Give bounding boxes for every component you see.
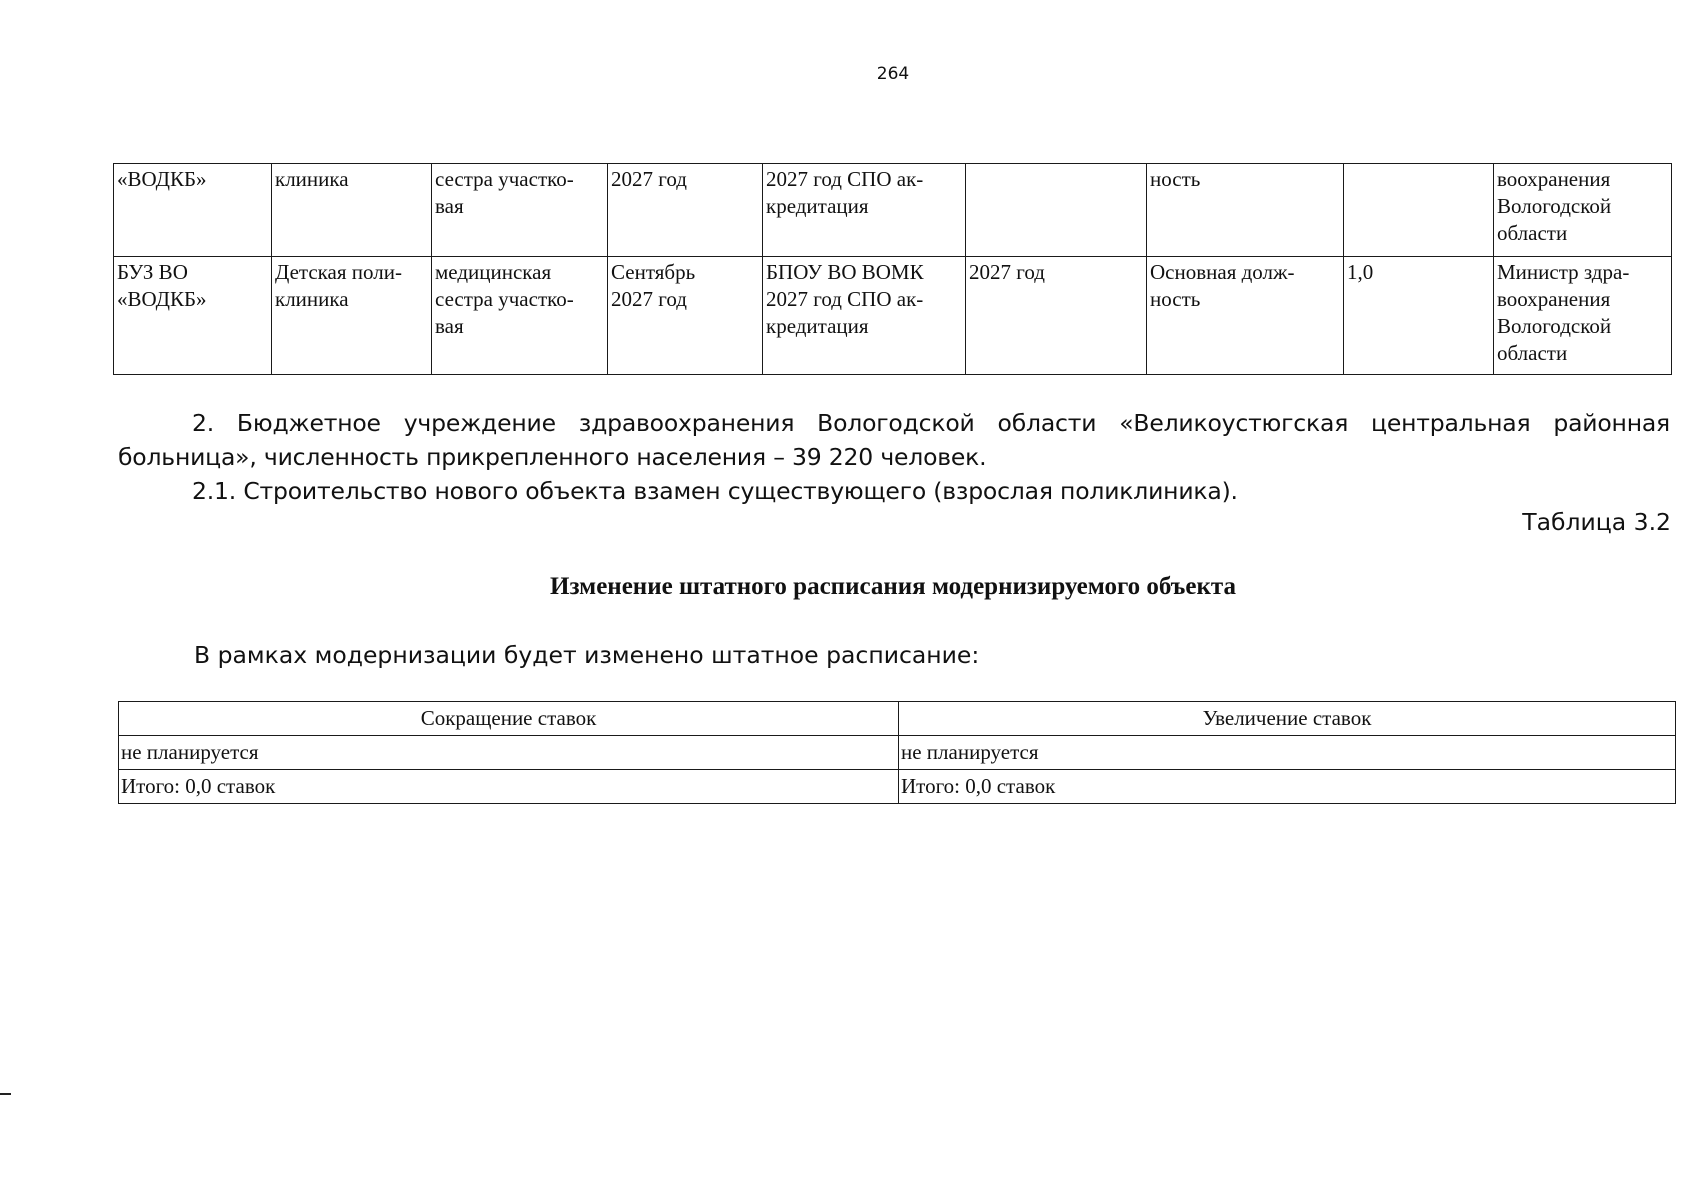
table-cell: Итого: 0,0 ставок [899,770,1676,804]
table-cell: БУЗ ВО «ВОДКБ» [114,257,272,375]
staffing-table-continuation [113,163,1672,375]
table-caption: Таблица 3.2 [1522,508,1671,536]
table-cell: Сентябрь 2027 год [608,257,763,375]
table-row [119,736,1676,770]
table-cell: Министр здра- воохранения Вологодской области [1494,257,1672,375]
table-header-row [119,702,1676,736]
table-cell: сестра участко- вая [432,164,608,257]
section-heading: Изменение штатного расписания модернизируемого объекта [550,573,1236,600]
table-cell: ность [1147,164,1344,257]
staff-change-table [118,701,1676,804]
table-cell: 2027 год [966,257,1147,375]
table-cell: воохранения Вологодской области [1494,164,1672,257]
table-cell: Детская поли- клиника [272,257,432,375]
page-number: 264 [876,64,910,84]
table-cell: «ВОДКБ» [114,164,272,257]
table-cell: Итого: 0,0 ставок [119,770,899,804]
paragraph-construction [118,474,1670,508]
column-header: Увеличение ставок [899,702,1676,736]
table-cell: Основная долж- ность [1147,257,1344,375]
paragraph-text: 2.1. Строительство нового объекта взамен существующего (взрослая поликлиника). [192,477,1238,505]
table-cell: не планируется [119,736,899,770]
table-cell: клиника [272,164,432,257]
scan-edge-mark [0,1093,11,1095]
intro-line: В рамках модернизации будет изменено штатное расписание: [194,641,980,669]
paragraph-hospital-info [118,406,1670,474]
table-row [114,257,1672,375]
table-cell: не планируется [899,736,1676,770]
table-cell: 1,0 [1344,257,1494,375]
table-row [119,770,1676,804]
paragraph-text: 2. Бюджетное учреждение здравоохранения Вологодской области «Великоустюгская центральная районная больница», численность прикрепленного населения – 39 220 человек. [118,409,1670,471]
table-cell: медицинская сестра участко- вая [432,257,608,375]
table-cell: 2027 год СПО ак- кредитация [763,164,966,257]
table-cell: 2027 год [608,164,763,257]
table-cell: БПОУ ВО ВОМК 2027 год СПО ак- кредитация [763,257,966,375]
table-row [114,164,1672,257]
table-cell [966,164,1147,257]
table-cell [1344,164,1494,257]
column-header: Сокращение ставок [119,702,899,736]
